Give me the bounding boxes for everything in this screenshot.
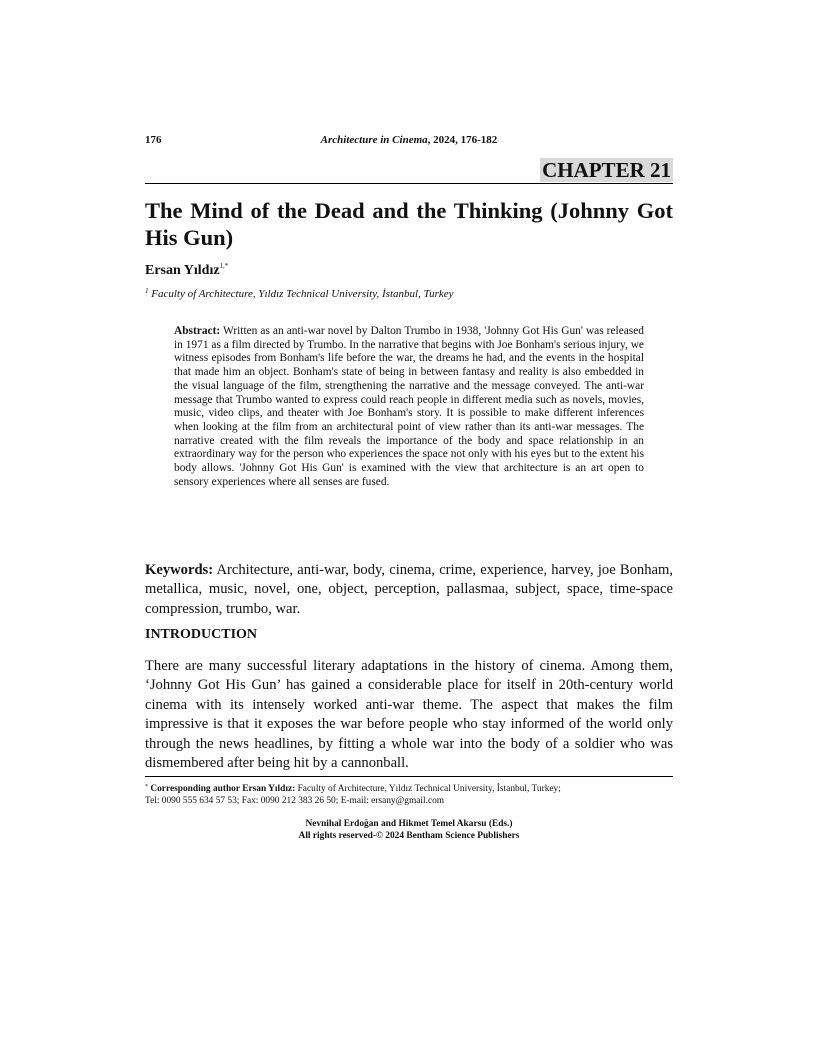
- footnote-line-1: [145, 781, 673, 795]
- author-name: Ersan Yıldız: [145, 263, 220, 278]
- editors-block: [145, 818, 673, 842]
- footnote-contact: Tel: 0090 555 634 57 53; Fax: 0090 212 383 26 50; E-mail: ersany@gmail.com: [145, 796, 445, 806]
- page-number: 176: [145, 134, 162, 146]
- author-superscript: 1,*: [219, 262, 229, 270]
- footnote: [145, 776, 673, 807]
- affiliation-superscript: 1: [145, 287, 149, 295]
- footnote-affiliation: Faculty of Architecture, Yıldız Technical University, İstanbul, Turkey;: [297, 784, 561, 794]
- journal-citation: [145, 134, 673, 146]
- footnote-marker: *: [145, 784, 148, 790]
- journal-year-pages: , 2024, 176-182: [427, 134, 498, 146]
- section-heading-introduction: INTRODUCTION: [145, 627, 258, 642]
- introduction-paragraph: There are many successful literary adaptations in the history of cinema. Among them, ‘Johnny Got His Gun’ has gained a considerable place for itself in 20th-century world cinema with its intensely worked anti-war theme. The aspect that makes the film impressive is that it exposes the war before people who stay informed of the world only through the news headlines, by fitting a whole war into the body of a soldier who was dismembered after being hit by a cannonball.: [145, 658, 673, 772]
- author-line: [145, 262, 228, 279]
- copyright-line: All rights reserved-© 2024 Bentham Science Publishers: [298, 831, 520, 841]
- affiliation-line: [145, 287, 454, 300]
- article-title: The Mind of the Dead and the Thinking (Johnny Got His Gun): [145, 198, 673, 250]
- keywords-text: Architecture, anti-war, body, cinema, crime, experience, harvey, joe Bonham, metallica, music, novel, one, object, perception, pallasmaa, subject, space, time-space compression, trumbo, war.: [145, 562, 673, 617]
- journal-title: Architecture in Cinema: [320, 134, 428, 146]
- abstract: [174, 325, 644, 489]
- editors-names: Nevnihal Erdoğan and Hikmet Temel Akarsu (Eds.): [305, 819, 513, 829]
- affiliation-text: Faculty of Architecture, Yıldız Technical University, İstanbul, Turkey: [151, 288, 454, 300]
- chapter-rule: [145, 158, 673, 184]
- chapter-label: CHAPTER 21: [542, 158, 671, 182]
- abstract-label: Abstract:: [174, 325, 221, 337]
- running-head: [145, 134, 673, 148]
- abstract-text: Written as an anti-war novel by Dalton Trumbo in 1938, 'Johnny Got His Gun' was released in 1971 as a film directed by Trumbo. In the narrative that begins with Joe Bonham's serious injury, we witness episodes from Bonham's life before the war, the dreams he had, and the events in the hospital that made him an object. Bonham's state of being in between fantasy and reality is also embedded in the visual language of the film, strengthening the narrative and the message conveyed. The anti-war message that Trumbo wanted to express could reach people in different media such as novels, movies, music, video clips, and theater with Joe Bonham's story. It is possible to make different inferences when looking at the film from an architectural point of view rather than its anti-war messages. The narrative created with the film reveals the importance of the body and space relationship in an extraordinary way for the person who experiences the space not only with his eyes but to the extent his body allows. 'Johnny Got His Gun' is examined with the view that architecture is an art open to sensory experiences where all senses are fused.: [174, 325, 644, 488]
- keywords: [145, 561, 673, 619]
- footnote-label: Corresponding author Ersan Yıldız:: [150, 784, 296, 794]
- keywords-label: Keywords:: [145, 562, 214, 578]
